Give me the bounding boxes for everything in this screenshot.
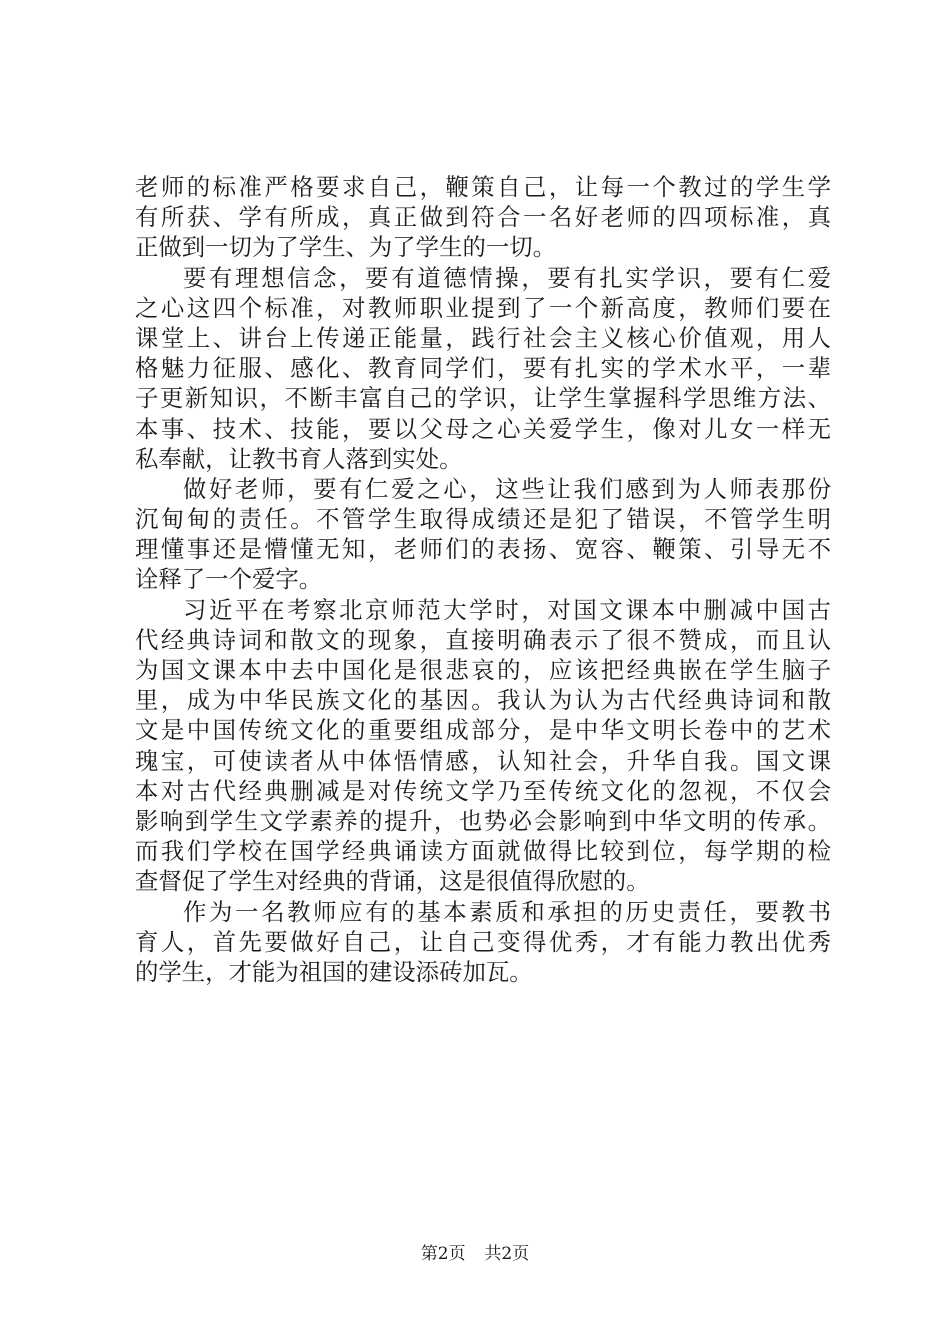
text-line: 代经典诗词和散文的现象，直接明确表示了很不赞成，而且认 (135, 625, 831, 654)
text-line: 文是中国传统文化的重要组成部分，是中华文明长卷中的艺术 (135, 716, 831, 745)
text-line: 课堂上、讲台上传递正能量，践行社会主义核心价值观，用人 (135, 323, 831, 352)
paragraph (135, 263, 831, 474)
text-line: 里，成为中华民族文化的基因。我认为认为古代经典诗词和散 (135, 686, 831, 715)
text-line: 作为一名教师应有的基本素质和承担的历史责任，要教书 (183, 897, 831, 926)
page-total: 共2页 (484, 1244, 530, 1264)
text-line: 育人，首先要做好自己，让自己变得优秀，才有能力教出优秀 (135, 927, 831, 956)
text-line: 有所获、学有所成，真正做到符合一名好老师的四项标准，真 (135, 203, 831, 232)
text-line: 瑰宝，可使读者从中体悟情感，认知社会，升华自我。国文课 (135, 746, 831, 775)
text-line: 影响到学生文学素养的提升，也势必会影响到中华文明的传承。 (135, 806, 831, 835)
text-line: 理懂事还是懵懂无知，老师们的表扬、宽容、鞭策、引导无不 (135, 535, 831, 564)
text-line: 做好老师，要有仁爱之心，这些让我们感到为人师表那份 (183, 474, 831, 503)
body-text (135, 172, 831, 987)
page-footer (0, 1243, 950, 1265)
text-line: 私奉献，让教书育人落到实处。 (135, 444, 463, 473)
text-line: 查督促了学生对经典的背诵，这是很值得欣慰的。 (135, 867, 650, 896)
page-number: 第2页 (420, 1244, 466, 1264)
text-line: 本对古代经典删减是对传统文学乃至传统文化的忽视，不仅会 (135, 776, 831, 805)
text-line: 习近平在考察北京师范大学时，对国文课本中删减中国古 (183, 595, 831, 624)
text-line: 沉甸甸的责任。不管学生取得成绩还是犯了错误，不管学生明 (135, 505, 831, 534)
text-line: 而我们学校在国学经典诵读方面就做得比较到位，每学期的检 (135, 837, 831, 866)
paragraph (135, 595, 831, 897)
text-line: 格魅力征服、感化、教育同学们，要有扎实的学术水平，一辈 (135, 354, 831, 383)
text-line: 为国文课本中去中国化是很悲哀的，应该把经典嵌在学生脑子 (135, 656, 831, 684)
text-line: 老师的标准严格要求自己，鞭策自己，让每一个教过的学生学 (135, 173, 831, 201)
text-line: 要有理想信念，要有道德情操，要有扎实学识，要有仁爱 (183, 263, 831, 292)
text-line: 本事、技术、技能，要以父母之心关爱学生，像对儿女一样无 (135, 414, 831, 443)
text-line: 正做到一切为了学生、为了学生的一切。 (135, 233, 557, 262)
text-line: 子更新知识，不断丰富自己的学识，让学生掌握科学思维方法、 (135, 384, 831, 413)
paragraph (135, 172, 831, 263)
text-line: 诠释了一个爱字。 (135, 565, 323, 594)
text-line: 之心这四个标准，对教师职业提到了一个新高度，教师们要在 (135, 293, 831, 322)
paragraph (135, 474, 831, 595)
paragraph (135, 897, 831, 988)
text-line: 的学生，才能为祖国的建设添砖加瓦。 (135, 957, 533, 986)
